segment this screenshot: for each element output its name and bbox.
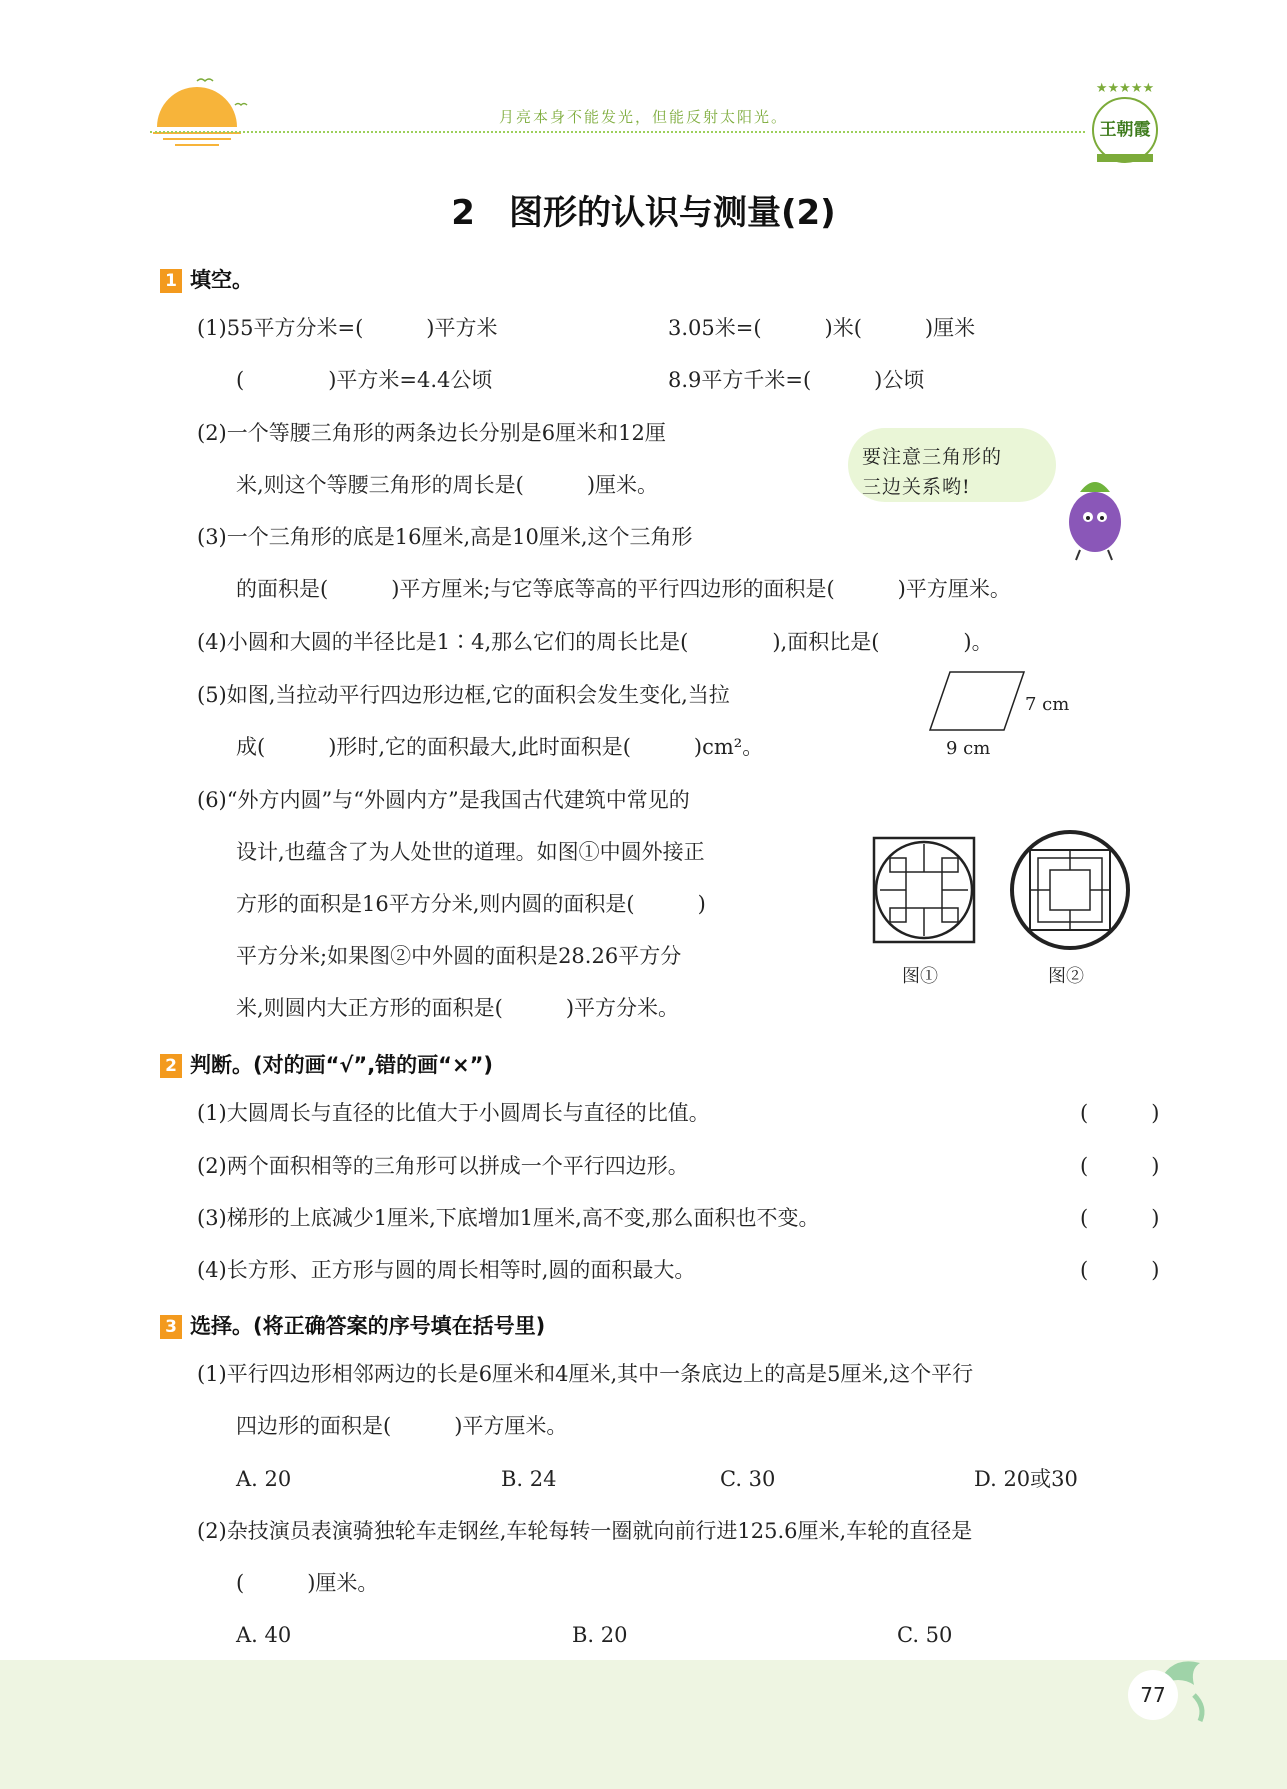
footer-background [0,1660,1287,1789]
choice-q2-option-b: B. 20 [572,1623,628,1647]
q1-2-line2: 米,则这个等腰三角形的周长是( )厘米。 [236,473,659,497]
choice-q1-option-d: D. 20或30 [974,1467,1078,1491]
choice-q1-option-c: C. 30 [720,1467,776,1491]
choice-q2-option-c: C. 50 [897,1623,953,1647]
q1-2-line1: (2)一个等腰三角形的两条边长分别是6厘米和12厘 [197,421,666,445]
figure-1-label: 图① [902,966,938,987]
choice-q1-option-b: B. 24 [501,1467,557,1491]
choice-q1-line2: 四边形的面积是( )平方厘米。 [236,1414,568,1438]
q1-1-left: (1)55平方分米=( )平方米 [197,316,498,340]
eggplant-mascot-icon [1050,462,1140,562]
q1-1-right: 3.05米=( )米( )厘米 [668,316,976,340]
section-2-label: 判断。(对的画“√”,错的画“×”) [190,1053,493,1077]
parallelogram-figure [920,668,1030,738]
hint-line-1: 要注意三角形的 [862,446,1003,468]
parallelogram-side-label: 7 cm [1025,694,1070,715]
section-1-label: 填空。 [190,268,253,292]
hint-bubble-text [862,442,1052,502]
q1-6-line1: (6)“外方内圆”与“外圆内方”是我国古代建筑中常见的 [197,788,690,812]
section-3-label: 选择。(将正确答案的序号填在括号里) [190,1314,546,1338]
q1-5-line2: 成( )形时,它的面积最大,此时面积是( )cm²。 [236,735,764,759]
q1-4: (4)小圆和大圆的半径比是1∶4,那么它们的周长比是( ),面积比是( )。 [197,630,993,654]
q1-1-right-2: 8.9平方千米=( )公顷 [668,368,925,392]
judge-answer-3[interactable]: ( ) [1080,1206,1160,1230]
section-3-number: 3 [160,1315,182,1339]
q1-5-line1: (5)如图,当拉动平行四边形边框,它的面积会发生变化,当拉 [197,683,730,707]
svg-text:★★★★★: ★★★★★ [1095,81,1155,96]
judge-item-3: (3)梯形的上底减少1厘米,下底增加1厘米,高不变,那么面积也不变。 [197,1206,820,1230]
header-divider [150,131,1085,133]
page-number: 77 [1128,1670,1178,1720]
judge-answer-2[interactable]: ( ) [1080,1154,1160,1178]
section-3-header [160,1310,545,1340]
judge-item-4: (4)长方形、正方形与圆的周长相等时,圆的面积最大。 [197,1258,696,1282]
judge-answer-1[interactable]: ( ) [1080,1101,1160,1125]
choice-q2-line2: ( )厘米。 [236,1571,379,1595]
brand-logo-text: 王朝霞 [1099,120,1151,140]
judge-answer-4[interactable]: ( ) [1080,1258,1160,1282]
page-title: 2 图形的认识与测量(2) [451,193,836,233]
section-1-header [160,264,253,294]
q1-6-line3: 方形的面积是16平方分米,则内圆的面积是( ) [236,892,706,916]
section-1-number: 1 [160,269,182,293]
judge-item-1: (1)大圆周长与直径的比值大于小圆周长与直径的比值。 [197,1101,710,1125]
figure-1-square-circle [872,836,977,944]
choice-q1-option-a: A. 20 [236,1467,292,1491]
figure-2-label: 图② [1048,966,1084,987]
q1-1-left-2: ( )平方米=4.4公顷 [236,368,493,392]
section-2-number: 2 [160,1054,182,1078]
choice-q2-line1: (2)杂技演员表演骑独轮车走钢丝,车轮每转一圈就向前行进125.6厘米,车轮的直径是 [197,1519,973,1543]
choice-q2-option-a: A. 40 [236,1623,292,1647]
q1-6-line2: 设计,也蕴含了为人处世的道理。如图①中圆外接正 [236,840,705,864]
q1-6-line5: 米,则圆内大正方形的面积是( )平方分米。 [236,996,680,1020]
figure-2-circle-square [1008,830,1132,950]
hint-line-2: 三边关系哟! [862,476,971,498]
q1-6-line4: 平方分米;如果图②中外圆的面积是28.26平方分 [236,944,682,968]
judge-item-2: (2)两个面积相等的三角形可以拼成一个平行四边形。 [197,1154,689,1178]
parallelogram-base-label: 9 cm [946,738,991,759]
q1-3-line1: (3)一个三角形的底是16厘米,高是10厘米,这个三角形 [197,525,693,549]
q1-3-line2: 的面积是( )平方厘米;与它等底等高的平行四边形的面积是( )平方厘米。 [236,577,1011,601]
header-motto: 月亮本身不能发光，但能反射太阳光。 [498,108,788,126]
section-2-header [160,1049,493,1079]
choice-q1-line1: (1)平行四边形相邻两边的长是6厘米和4厘米,其中一条底边上的高是5厘米,这个平行 [197,1362,974,1386]
